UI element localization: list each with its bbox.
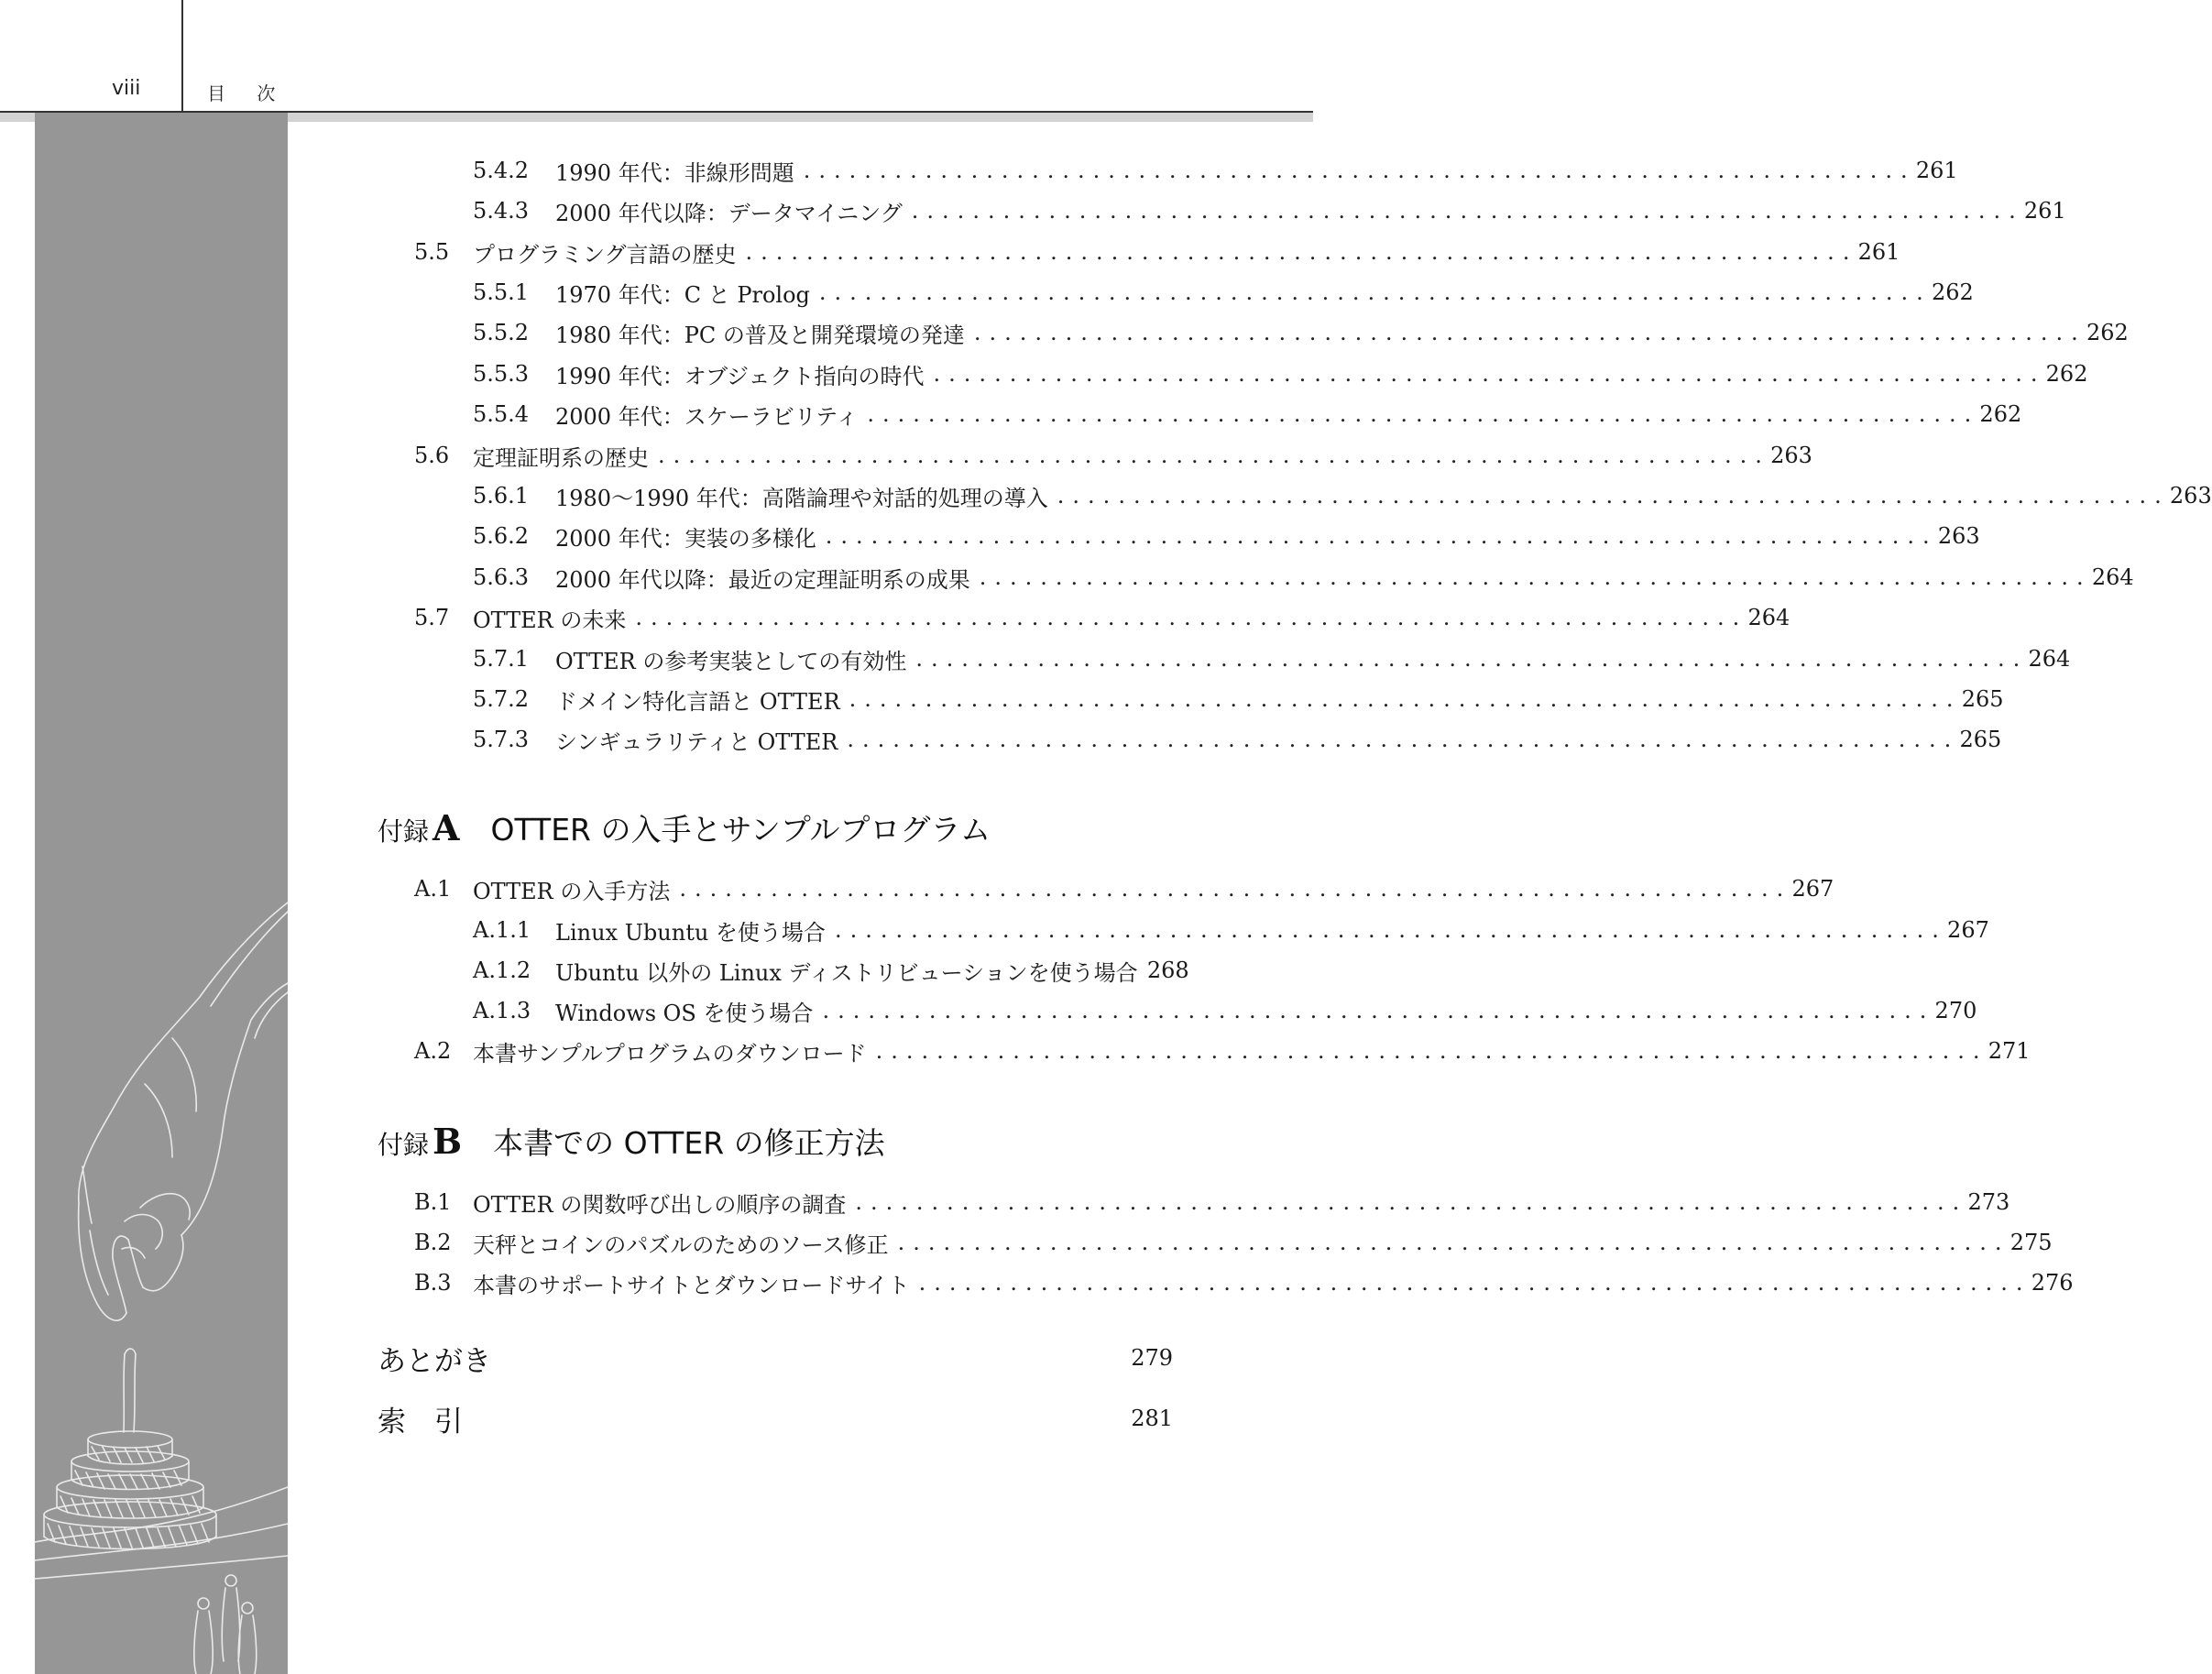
dot-leader: ......................................................................... — [855, 1189, 1968, 1215]
dot-leader: ......................................................................... — [679, 876, 1792, 902]
appendix-title: 本書での OTTER の修正方法 — [493, 1125, 885, 1161]
toc-entry-number: 5.6.3 — [473, 564, 530, 590]
toc-entry[interactable] — [473, 950, 1189, 990]
appendix-letter: B — [433, 1121, 463, 1162]
dot-leader: ......................................................................... — [849, 686, 1962, 712]
toc-entry-page: 262 — [1979, 401, 2022, 427]
toc-entry[interactable] — [414, 435, 1812, 476]
toc-entry[interactable] — [414, 1263, 2074, 1303]
toc-entry[interactable] — [473, 312, 2129, 353]
toc-entry-number: 5.7.2 — [473, 686, 530, 712]
dot-leader: ......................................................................... — [915, 646, 2029, 672]
dot-leader: ......................................................................... — [745, 239, 1858, 265]
toc-entry-number: A.1.3 — [473, 998, 531, 1023]
toc-entry-page: 263 — [1937, 523, 1980, 549]
appendix-prefix: 付録 — [378, 816, 430, 847]
running-title: 目 次 — [207, 82, 289, 104]
toc-entry-title: Ubuntu 以外の Linux ディストリビューションを使う場合 — [555, 959, 1138, 986]
toc-entry-number: 5.5.1 — [473, 279, 530, 305]
toc-entry[interactable] — [473, 719, 2002, 760]
toc-entry-page: 265 — [1961, 686, 2004, 712]
toc-entry[interactable] — [473, 476, 2212, 516]
toc-entry-page: 262 — [2045, 361, 2088, 387]
appendix-letter: A — [433, 807, 460, 848]
toc-entry-number: 5.6.1 — [473, 483, 530, 509]
dot-leader: ......................................................................... — [818, 279, 1932, 305]
toc-entry-title: OTTER の関数呼び出しの順序の調査 — [473, 1191, 847, 1218]
toc-entry-number: B.3 — [414, 1270, 452, 1296]
toc-entry-page: 265 — [1959, 727, 2002, 752]
dot-leader: ......................................................................... — [933, 361, 2046, 387]
toc-entry-number: 5.5 — [414, 239, 450, 265]
toc-entry-title: OTTER の未来 — [473, 607, 627, 633]
toc-entry-number: 5.7.1 — [473, 646, 530, 672]
toc-entry-page: 264 — [2028, 646, 2071, 672]
toc-entry-title: 1980 年代：PC の普及と開発環境の発達 — [555, 322, 965, 348]
toc-entry[interactable] — [414, 1222, 2053, 1263]
toc-entry-title: 定理証明系の歴史 — [473, 444, 649, 471]
toc-entry-title: 2000 年代以降：最近の定理証明系の成果 — [555, 566, 970, 593]
dot-leader: ......................................................................... — [911, 198, 2024, 224]
toc-entry-title: 2000 年代：スケーラビリティ — [555, 403, 859, 430]
toc-entry-page: 261 — [1915, 158, 1958, 183]
toc-entry-page: 262 — [2086, 320, 2129, 345]
afterword-title: あとがき — [378, 1344, 491, 1378]
toc-entry[interactable] — [414, 232, 1900, 272]
toc-entry[interactable] — [473, 639, 2071, 679]
toc-entry-number: 5.4.3 — [473, 198, 530, 224]
toc-entry-title: プログラミング言語の歴史 — [473, 241, 737, 268]
dot-leader: ......................................................................... — [635, 605, 1748, 630]
toc-entry-number: 5.7 — [414, 605, 450, 630]
toc-entry-number: B.2 — [414, 1230, 452, 1255]
index-entry[interactable] — [378, 1396, 1173, 1440]
toc-entry-page: 268 — [1146, 957, 1189, 983]
toc-entry-number: B.1 — [414, 1189, 452, 1215]
toc-entry-page: 267 — [1791, 876, 1834, 902]
dot-leader: ......................................................................... — [867, 401, 1980, 427]
toc-entry[interactable] — [473, 191, 2066, 231]
toc-entry-number: A.1 — [414, 876, 452, 902]
toc-entry[interactable] — [473, 354, 2088, 394]
appendix-a-heading[interactable] — [378, 806, 991, 858]
dot-leader: ......................................................................... — [658, 443, 1770, 468]
toc-entry-page: 267 — [1947, 917, 1989, 943]
dot-leader: ......................................................................... — [825, 523, 1938, 549]
toc-entry-page: 271 — [1988, 1038, 2031, 1064]
toc-entry-title: 本書サンプルプログラムのダウンロード — [473, 1040, 867, 1067]
toc-entry-number: 5.4.2 — [473, 158, 530, 183]
toc-entry[interactable] — [473, 394, 2022, 434]
toc-entry-title: 1990 年代：非線形問題 — [555, 159, 794, 186]
toc-entry-page: 276 — [2031, 1270, 2074, 1296]
toc-entry-title: Linux Ubuntu を使う場合 — [555, 919, 826, 946]
toc-entry-page: 264 — [2091, 564, 2134, 590]
toc-entry-title: Windows OS を使う場合 — [555, 1000, 814, 1026]
dot-leader: ......................................................................... — [897, 1230, 2010, 1255]
toc-entry-title: OTTER の入手方法 — [473, 878, 671, 904]
appendix-title: OTTER の入手とサンプルプログラム — [490, 812, 991, 848]
toc-entry-title: シンギュラリティと OTTER — [555, 728, 838, 755]
dot-leader: ......................................................................... — [1057, 483, 2170, 509]
toc-entry-number: 5.6 — [414, 443, 450, 468]
dot-leader: ......................................................................... — [918, 1270, 2031, 1296]
appendix-prefix: 付録 — [378, 1130, 430, 1160]
toc-entry-page: 263 — [2169, 483, 2212, 509]
toc-entry[interactable] — [473, 679, 2004, 719]
toc-entry[interactable] — [473, 516, 1980, 556]
afterword-entry[interactable] — [378, 1336, 1173, 1380]
dot-leader: ......................................................................... — [979, 564, 2092, 590]
toc-entry[interactable] — [473, 272, 1974, 312]
toc-entry-page: 273 — [1967, 1189, 2010, 1215]
index-page: 281 — [1131, 1406, 1173, 1431]
toc-entry[interactable] — [473, 990, 1977, 1031]
toc-entry-page: 261 — [1857, 239, 1900, 265]
toc-entry-title: 天秤とコインのパズルのためのソース修正 — [473, 1231, 889, 1258]
toc-entry-title: 2000 年代：実装の多様化 — [555, 525, 816, 552]
toc-entry-page: 275 — [2009, 1230, 2053, 1255]
toc-entry-page: 261 — [2023, 198, 2066, 224]
index-title: 索 引 — [378, 1405, 463, 1439]
toc-entry-number: A.1.1 — [473, 917, 531, 943]
appendix-b-heading[interactable] — [378, 1120, 885, 1171]
page-number: viii — [112, 77, 141, 100]
dot-leader: ......................................................................... — [834, 917, 1947, 943]
dot-leader: ......................................................................... — [973, 320, 2086, 345]
toc-entry-number: A.1.2 — [473, 957, 531, 983]
toc-entry-page: 263 — [1770, 443, 1812, 468]
dot-leader: ......................................................................... — [875, 1038, 1988, 1064]
toc-entry[interactable] — [414, 597, 1790, 638]
toc-entry-title: 1980〜1990 年代：高階論理や対話的処理の導入 — [555, 485, 1048, 511]
toc-entry-title: OTTER の参考実装としての有効性 — [555, 648, 907, 674]
toc-entry-number: 5.7.3 — [473, 727, 530, 752]
toc-entry-page: 270 — [1934, 998, 1977, 1023]
toc-entry-title: 1990 年代：オブジェクト指向の時代 — [555, 363, 925, 389]
toc-entry[interactable] — [414, 869, 1834, 909]
toc-entry-title: ドメイン特化言語と OTTER — [555, 688, 840, 715]
toc-entry-number: 5.5.4 — [473, 401, 530, 427]
afterword-page: 279 — [1131, 1345, 1173, 1371]
dot-leader: ......................................................................... — [822, 998, 1935, 1023]
dot-leader: ......................................................................... — [847, 727, 1960, 752]
toc-entry-number: A.2 — [414, 1038, 452, 1064]
toc-entry[interactable] — [473, 150, 1958, 191]
toc-entry[interactable] — [414, 1031, 2031, 1071]
toc-entry-number: 5.6.2 — [473, 523, 530, 549]
dot-leader: ......................................................................... — [803, 158, 1916, 183]
toc-entry-page: 264 — [1747, 605, 1790, 630]
toc-entry-title: 2000 年代以降：データマイニング — [555, 200, 903, 226]
toc-entry[interactable] — [473, 910, 1989, 950]
toc-entry-title: 1970 年代：C と Prolog — [555, 281, 810, 308]
toc-entry-title: 本書のサポートサイトとダウンロードサイト — [473, 1272, 910, 1298]
toc-entry-page: 262 — [1932, 279, 1974, 305]
toc-entry-number: 5.5.3 — [473, 361, 530, 387]
toc-entry[interactable] — [473, 557, 2134, 597]
toc-entry-number: 5.5.2 — [473, 320, 530, 345]
toc-entry[interactable] — [414, 1182, 2010, 1222]
